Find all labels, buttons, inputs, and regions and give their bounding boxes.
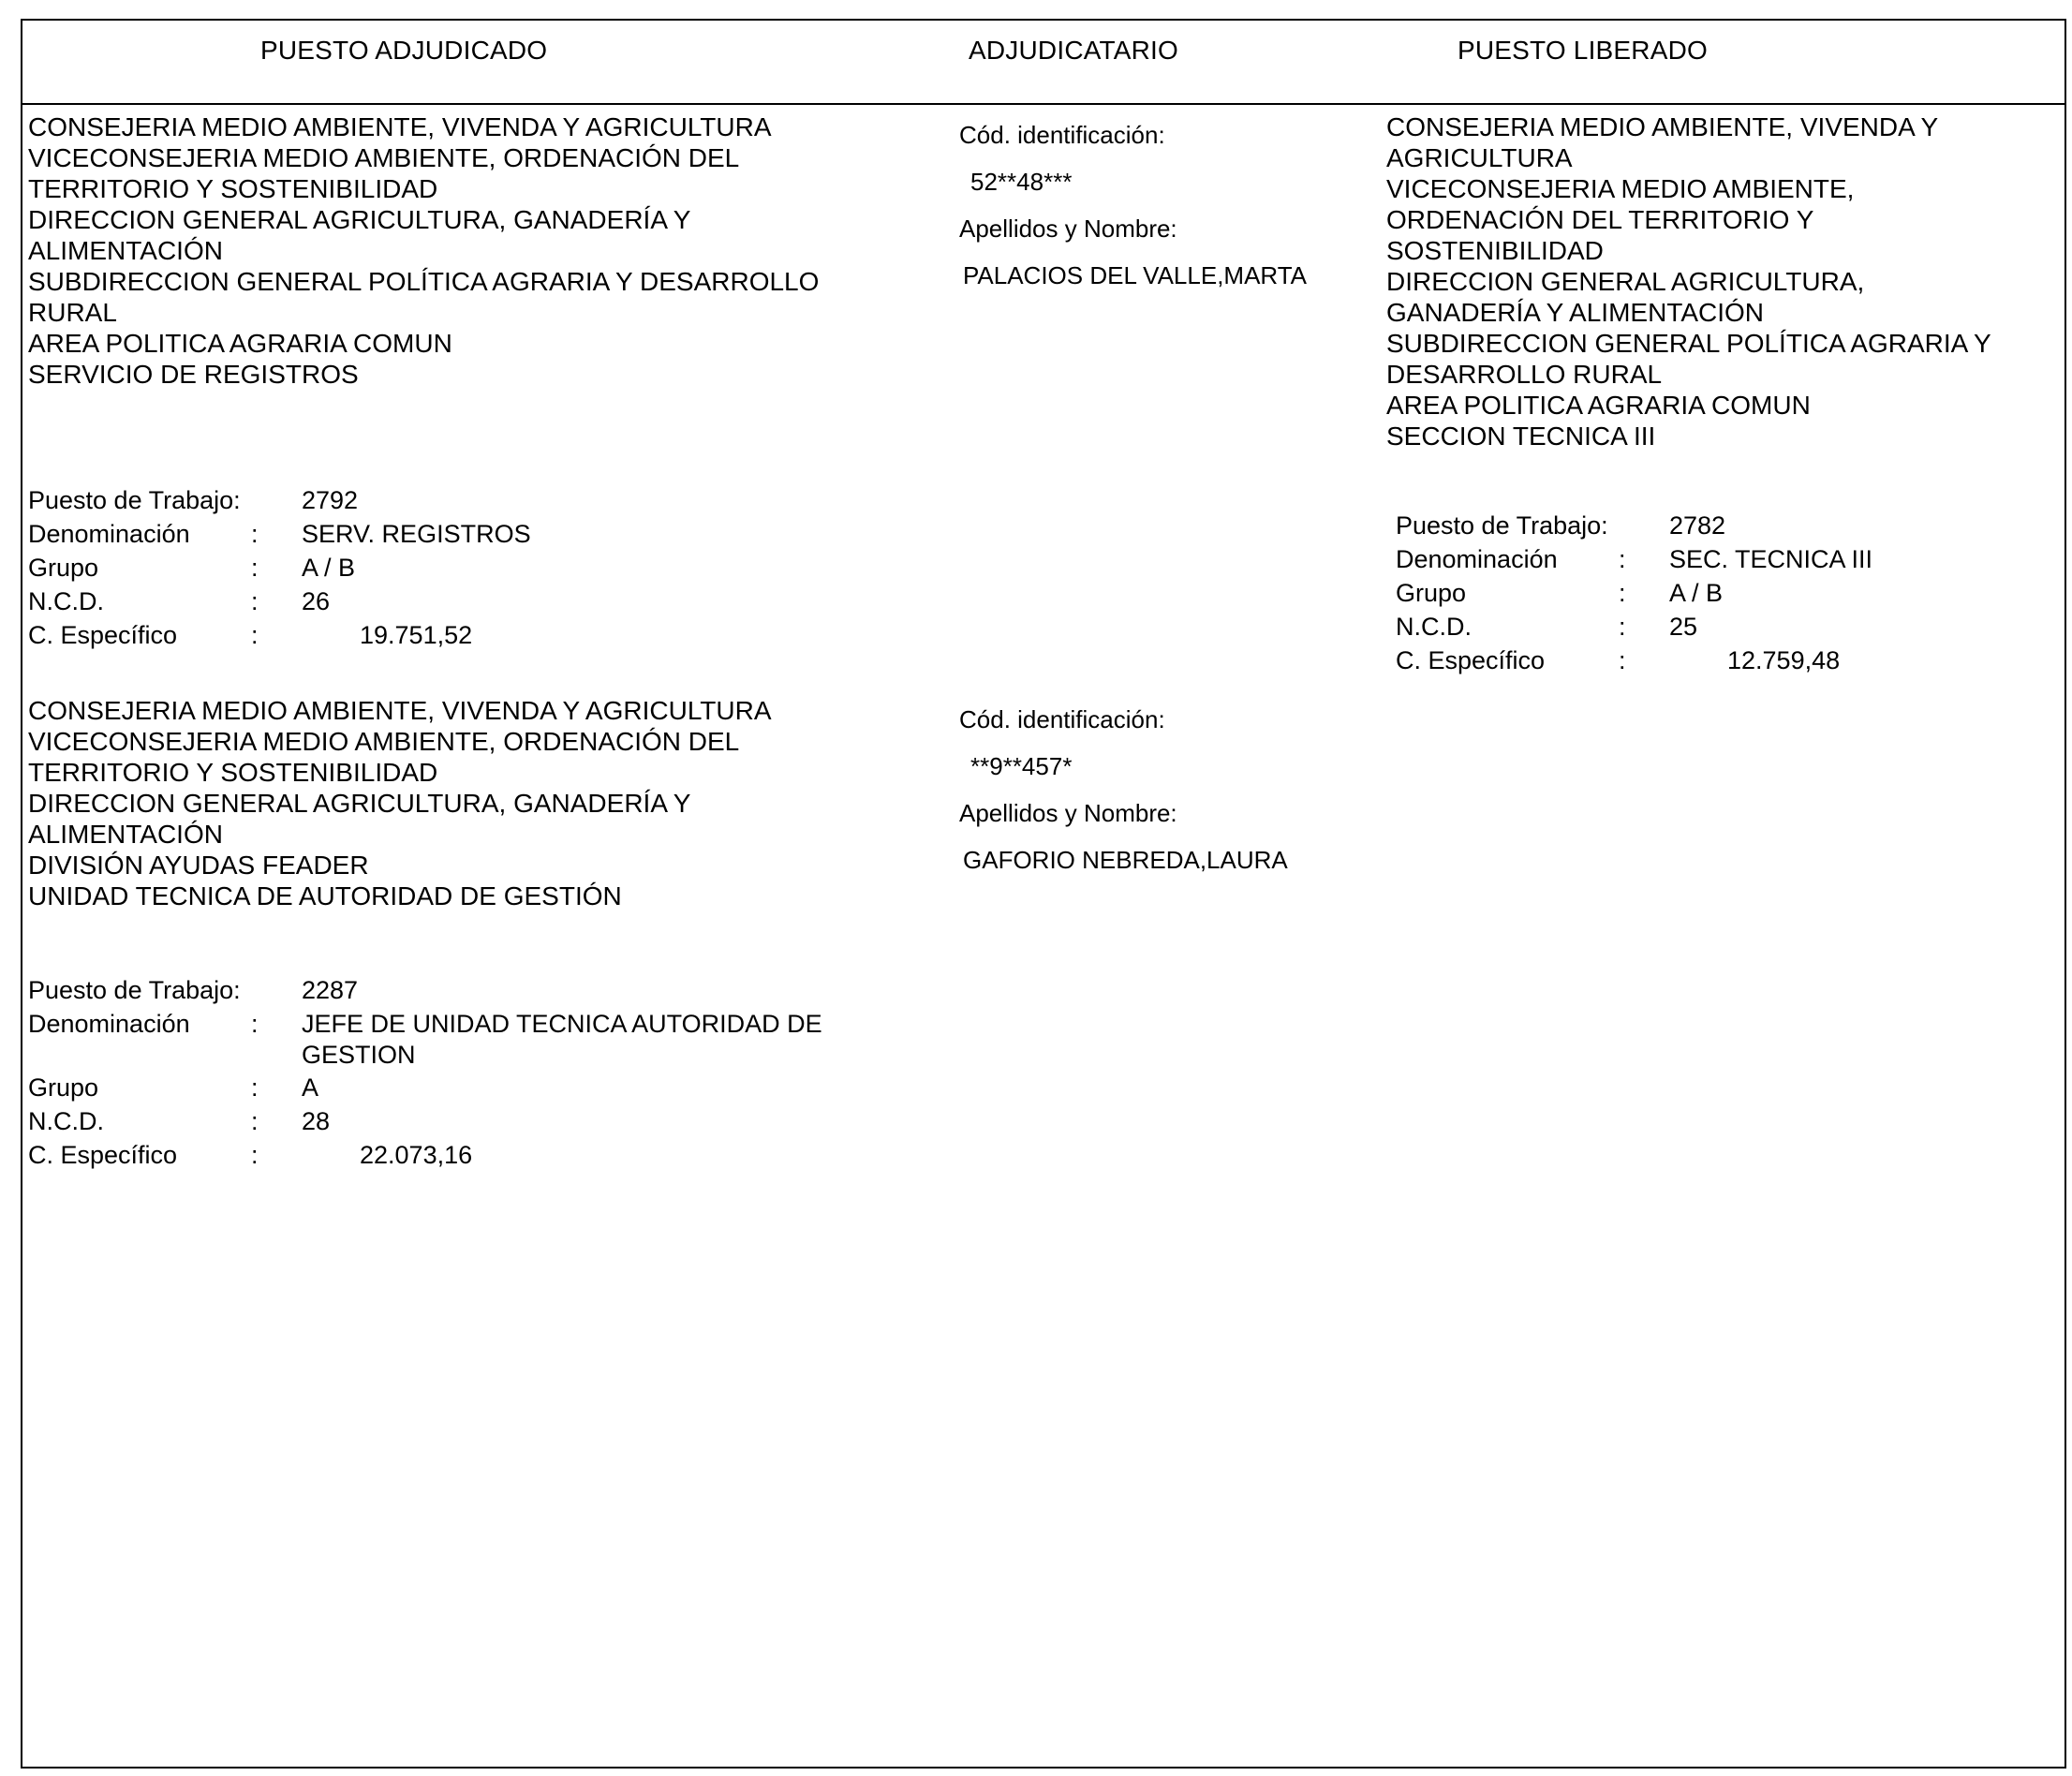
label-colon: :: [1619, 613, 1626, 641]
org-line: SUBDIRECCION GENERAL POLÍTICA AGRARIA Y: [1386, 329, 1991, 358]
label-puesto-trabajo: Puesto de Trabajo:: [28, 976, 241, 1004]
value-c-especifico: 19.751,52: [360, 621, 473, 649]
value-denominacion: SEC. TECNICA III: [1669, 545, 1873, 573]
label-ncd: N.C.D.: [1396, 613, 1472, 641]
org-line: SUBDIRECCION GENERAL POLÍTICA AGRARIA Y DESARROLLO: [28, 267, 820, 296]
value-denominacion: JEFE DE UNIDAD TECNICA AUTORIDAD DE GESTION: [302, 1010, 822, 1069]
value-puesto-trabajo: 2792: [302, 486, 359, 514]
value-grupo: A / B: [1669, 579, 1724, 607]
org-line: GANADERÍA Y ALIMENTACIÓN: [1386, 298, 1765, 327]
header-divider: [21, 103, 2066, 105]
entry2-adjudicado-org: [28, 695, 772, 911]
org-line: TERRITORIO Y SOSTENIBILIDAD: [28, 174, 438, 203]
entry2-adjudicado-details: [28, 973, 882, 1172]
label-colon: :: [251, 554, 259, 582]
value-apellidos-nombre: GAFORIO NEBREDA,LAURA: [963, 846, 1288, 874]
label-apellidos-nombre: Apellidos y Nombre:: [959, 215, 1177, 243]
label-colon: :: [1619, 579, 1626, 607]
org-line: VICECONSEJERIA MEDIO AMBIENTE,: [1386, 174, 1855, 203]
org-line: RURAL: [28, 298, 117, 327]
org-line: SERVICIO DE REGISTROS: [28, 360, 359, 389]
value-grupo: A / B: [302, 554, 356, 582]
org-line: CONSEJERIA MEDIO AMBIENTE, VIVENDA Y: [1386, 112, 1939, 141]
label-c-especifico: C. Específico: [1396, 646, 1546, 674]
entry1-liberado-details: [1396, 509, 1872, 677]
org-line: CONSEJERIA MEDIO AMBIENTE, VIVENDA Y AGRICULTURA: [28, 696, 772, 725]
label-denominacion: Denominación: [1396, 545, 1558, 573]
entry2-adjudicatario: [959, 701, 1288, 888]
value-ncd: 28: [302, 1107, 331, 1135]
label-colon: :: [251, 621, 259, 649]
label-colon: :: [251, 1073, 259, 1102]
label-colon: :: [251, 1141, 259, 1169]
org-line: DIRECCION GENERAL AGRICULTURA, GANADERÍA Y: [28, 205, 691, 234]
entry1-adjudicado-org: [28, 111, 819, 390]
value-ncd: 26: [302, 587, 331, 615]
org-line: SECCION TECNICA III: [1386, 422, 1656, 451]
label-denominacion: Denominación: [28, 520, 190, 548]
org-line: DESARROLLO RURAL: [1386, 360, 1663, 389]
label-colon: :: [1619, 646, 1626, 674]
label-grupo: Grupo: [28, 554, 99, 582]
label-colon: :: [251, 1107, 259, 1135]
label-colon: :: [1619, 545, 1626, 573]
value-puesto-trabajo: 2782: [1669, 511, 1726, 540]
value-apellidos-nombre: PALACIOS DEL VALLE,MARTA: [963, 261, 1308, 289]
label-ncd: N.C.D.: [28, 1107, 104, 1135]
label-grupo: Grupo: [28, 1073, 99, 1102]
label-denominacion: Denominación: [28, 1010, 190, 1038]
value-c-especifico: 12.759,48: [1727, 646, 1841, 674]
org-line: DIRECCION GENERAL AGRICULTURA,: [1386, 267, 1865, 296]
org-line: AREA POLITICA AGRARIA COMUN: [28, 329, 452, 358]
label-colon: :: [251, 1010, 259, 1038]
org-line: VICECONSEJERIA MEDIO AMBIENTE, ORDENACIÓN DEL: [28, 143, 740, 172]
value-cod-identificacion: **9**457*: [970, 752, 1073, 780]
org-line: AGRICULTURA: [1386, 143, 1573, 172]
entry1-adjudicatario: [959, 116, 1307, 303]
label-c-especifico: C. Específico: [28, 1141, 178, 1169]
org-line: SOSTENIBILIDAD: [1386, 236, 1604, 265]
label-apellidos-nombre: Apellidos y Nombre:: [959, 799, 1177, 827]
header-puesto-liberado: PUESTO LIBERADO: [1458, 36, 1709, 65]
value-cod-identificacion: 52**48***: [970, 168, 1073, 196]
label-ncd: N.C.D.: [28, 587, 104, 615]
entry1-liberado-org: [1386, 111, 1991, 451]
org-line: VICECONSEJERIA MEDIO AMBIENTE, ORDENACIÓN DEL: [28, 727, 740, 756]
label-colon: :: [251, 520, 259, 548]
value-ncd: 25: [1669, 613, 1698, 641]
header-puesto-adjudicado: PUESTO ADJUDICADO: [260, 36, 548, 65]
org-line: ALIMENTACIÓN: [28, 820, 223, 849]
value-c-especifico: 22.073,16: [360, 1141, 473, 1169]
value-puesto-trabajo: 2287: [302, 976, 359, 1004]
org-line: DIVISIÓN AYUDAS FEADER: [28, 851, 369, 880]
label-cod-identificacion: Cód. identificación:: [959, 121, 1165, 149]
org-line: ORDENACIÓN DEL TERRITORIO Y: [1386, 205, 1814, 234]
value-denominacion: SERV. REGISTROS: [302, 520, 531, 548]
org-line: TERRITORIO Y SOSTENIBILIDAD: [28, 758, 438, 787]
org-line: AREA POLITICA AGRARIA COMUN: [1386, 391, 1811, 420]
value-grupo: A: [302, 1073, 319, 1102]
org-line: UNIDAD TECNICA DE AUTORIDAD DE GESTIÓN: [28, 881, 622, 910]
label-c-especifico: C. Específico: [28, 621, 178, 649]
entry1-adjudicado-details: [28, 483, 531, 652]
label-puesto-trabajo: Puesto de Trabajo:: [28, 486, 241, 514]
label-cod-identificacion: Cód. identificación:: [959, 705, 1165, 733]
header-adjudicatario: ADJUDICATARIO: [969, 36, 1179, 65]
label-colon: :: [251, 587, 259, 615]
org-line: ALIMENTACIÓN: [28, 236, 223, 265]
label-puesto-trabajo: Puesto de Trabajo:: [1396, 511, 1608, 540]
label-grupo: Grupo: [1396, 579, 1467, 607]
org-line: DIRECCION GENERAL AGRICULTURA, GANADERÍA Y: [28, 789, 691, 818]
org-line: CONSEJERIA MEDIO AMBIENTE, VIVENDA Y AGRICULTURA: [28, 112, 772, 141]
